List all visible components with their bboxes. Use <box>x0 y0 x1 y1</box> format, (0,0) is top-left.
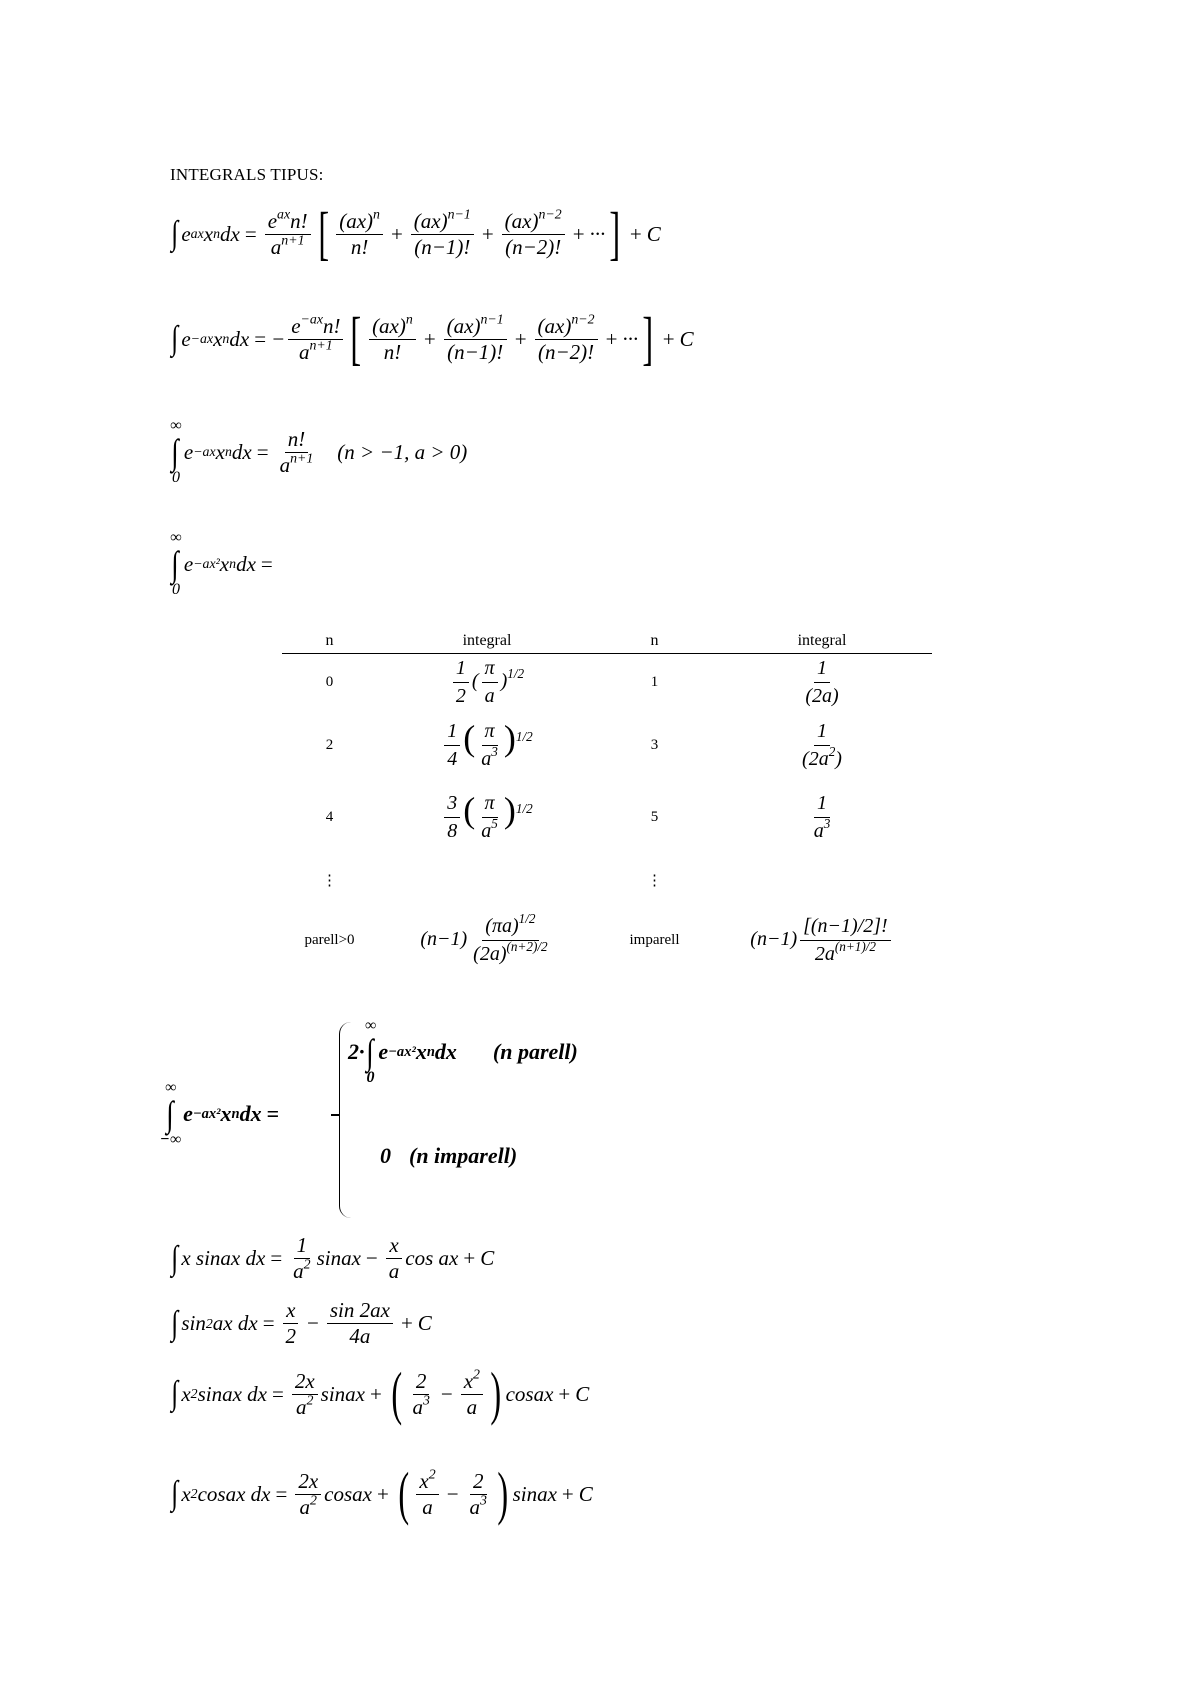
case2-condition: (n imparell) <box>409 1143 518 1168</box>
gaussian-integral-table <box>282 632 932 976</box>
case1-condition: (n parell) <box>492 1039 578 1064</box>
case2-value: 0 <box>380 1143 391 1168</box>
formula-sin-squared: ∫ sin 2 ax dx = $\frac{x}{2}$ − $\frac{\sin 2ax}{4a}$ + C <box>171 1298 432 1348</box>
table-header-n: n <box>282 632 377 654</box>
formula-x2-cos: ∫ x 2 cosax dx = $\frac{2x}{a^2}$ cosax + ( $\frac{x^2}{a}$ − $\frac{2}{a^3}$ ) sinax + C <box>171 1461 593 1526</box>
table-header-integral: integral <box>712 632 932 654</box>
formula-exp-positive: ∫ e ax x n dx = $\frac{e^{ax}n!}{a^{n+1}}$ [ $\frac{(ax)^n}{n!}$ + $\frac{(ax)^{n-1}}{(n-1)!}$ + $\frac{(ax)^{n-2}}{(n-2)!}$ + ··· ] + C <box>171 201 661 266</box>
table-header-integral: integral <box>377 632 597 654</box>
table-cell-n: 3 <box>650 737 659 753</box>
table-cell-n: 1 <box>650 674 659 691</box>
table-row <box>282 856 932 906</box>
ellipsis-vertical: ⋮ <box>647 873 662 889</box>
table-cell-integral: $\frac{1}{(2a)}$ <box>805 657 839 708</box>
table-cell-n: imparell <box>629 932 680 948</box>
table-row <box>282 712 932 780</box>
table-row <box>282 654 932 712</box>
table-row <box>282 906 932 976</box>
table-cell-n: 5 <box>650 809 659 825</box>
formula-exp-negative: ∫ e −ax x n dx = − $\frac{e^{-ax}n!}{a^{n+1}}$ [ $\frac{(ax)^n}{n!}$ + $\frac{(ax)^{n-1}}{(n-1)!}$ + $\frac{(ax)^{n-2}}{(n-2)!}$ + ··· ] + C <box>171 306 694 371</box>
table-row <box>282 780 932 856</box>
table-cell-n: 4 <box>325 809 334 825</box>
ellipsis-vertical: ⋮ <box>322 873 337 889</box>
table-cell-integral: $\frac{3}{8}$ ( $\frac{\pi}{a^5}$ )$^{1/2}$ <box>377 780 597 856</box>
table-cell-integral: (n−1) $\frac{(\pi a)^{1/2}}{(2a)^{(n+2)/2}}$ <box>420 910 548 965</box>
formula-gaussian-definite: ∞ ∫ 0 e −ax² x n dx = <box>170 529 273 598</box>
condition-text: (n > −1, a > 0) <box>337 439 468 464</box>
formula-piecewise-case2 <box>380 1145 517 1167</box>
table-cell-integral: $\frac{1}{(2a^2)}$ <box>802 720 842 770</box>
table-cell-integral: $\frac{1}{4}$ ( $\frac{\pi}{a^3}$ )$^{1/2}$ <box>377 712 597 780</box>
formula-x2-sin: ∫ x 2 sinax dx = $\frac{2x}{a^2}$ sinax + ( $\frac{2}{a^3}$ − $\frac{x^2}{a}$ ) cosax + C <box>171 1361 590 1426</box>
table-cell-integral: (n−1) $\frac{[(n-1)/2]!}{2a^{(n+1)/2}}$ <box>712 906 932 976</box>
formula-x-sin: ∫ x sinax dx = $\frac{1}{a^2}$ sinax − $\frac{x}{a}$ cos ax + C <box>171 1233 495 1283</box>
formula-piecewise-case1: 2· ∞ ∫ 0 e −ax² x n dx (n parell) <box>348 1017 578 1086</box>
table-cell-n: parell>0 <box>304 932 355 948</box>
table-header-n: n <box>597 632 712 654</box>
page-title: INTEGRALS TIPUS: <box>170 165 324 184</box>
table-cell-n: 0 <box>325 674 334 691</box>
table-cell-integral: $\frac{1}{a^3}$ <box>813 792 831 842</box>
formula-piecewise-lhs: ∞ ∫ −∞ e −ax² x n dx = <box>160 1079 280 1148</box>
table-cell-n: 2 <box>325 737 334 753</box>
table-cell-integral: $\frac{1}{2}$ ( $\frac{\pi}{a}$ )$^{1/2}$ <box>377 654 597 712</box>
formula-exp-definite: ∞ ∫ 0 e −ax x n dx = $\frac{n!}{a^{n+1}}$ (n > −1, a > 0) <box>170 417 468 486</box>
